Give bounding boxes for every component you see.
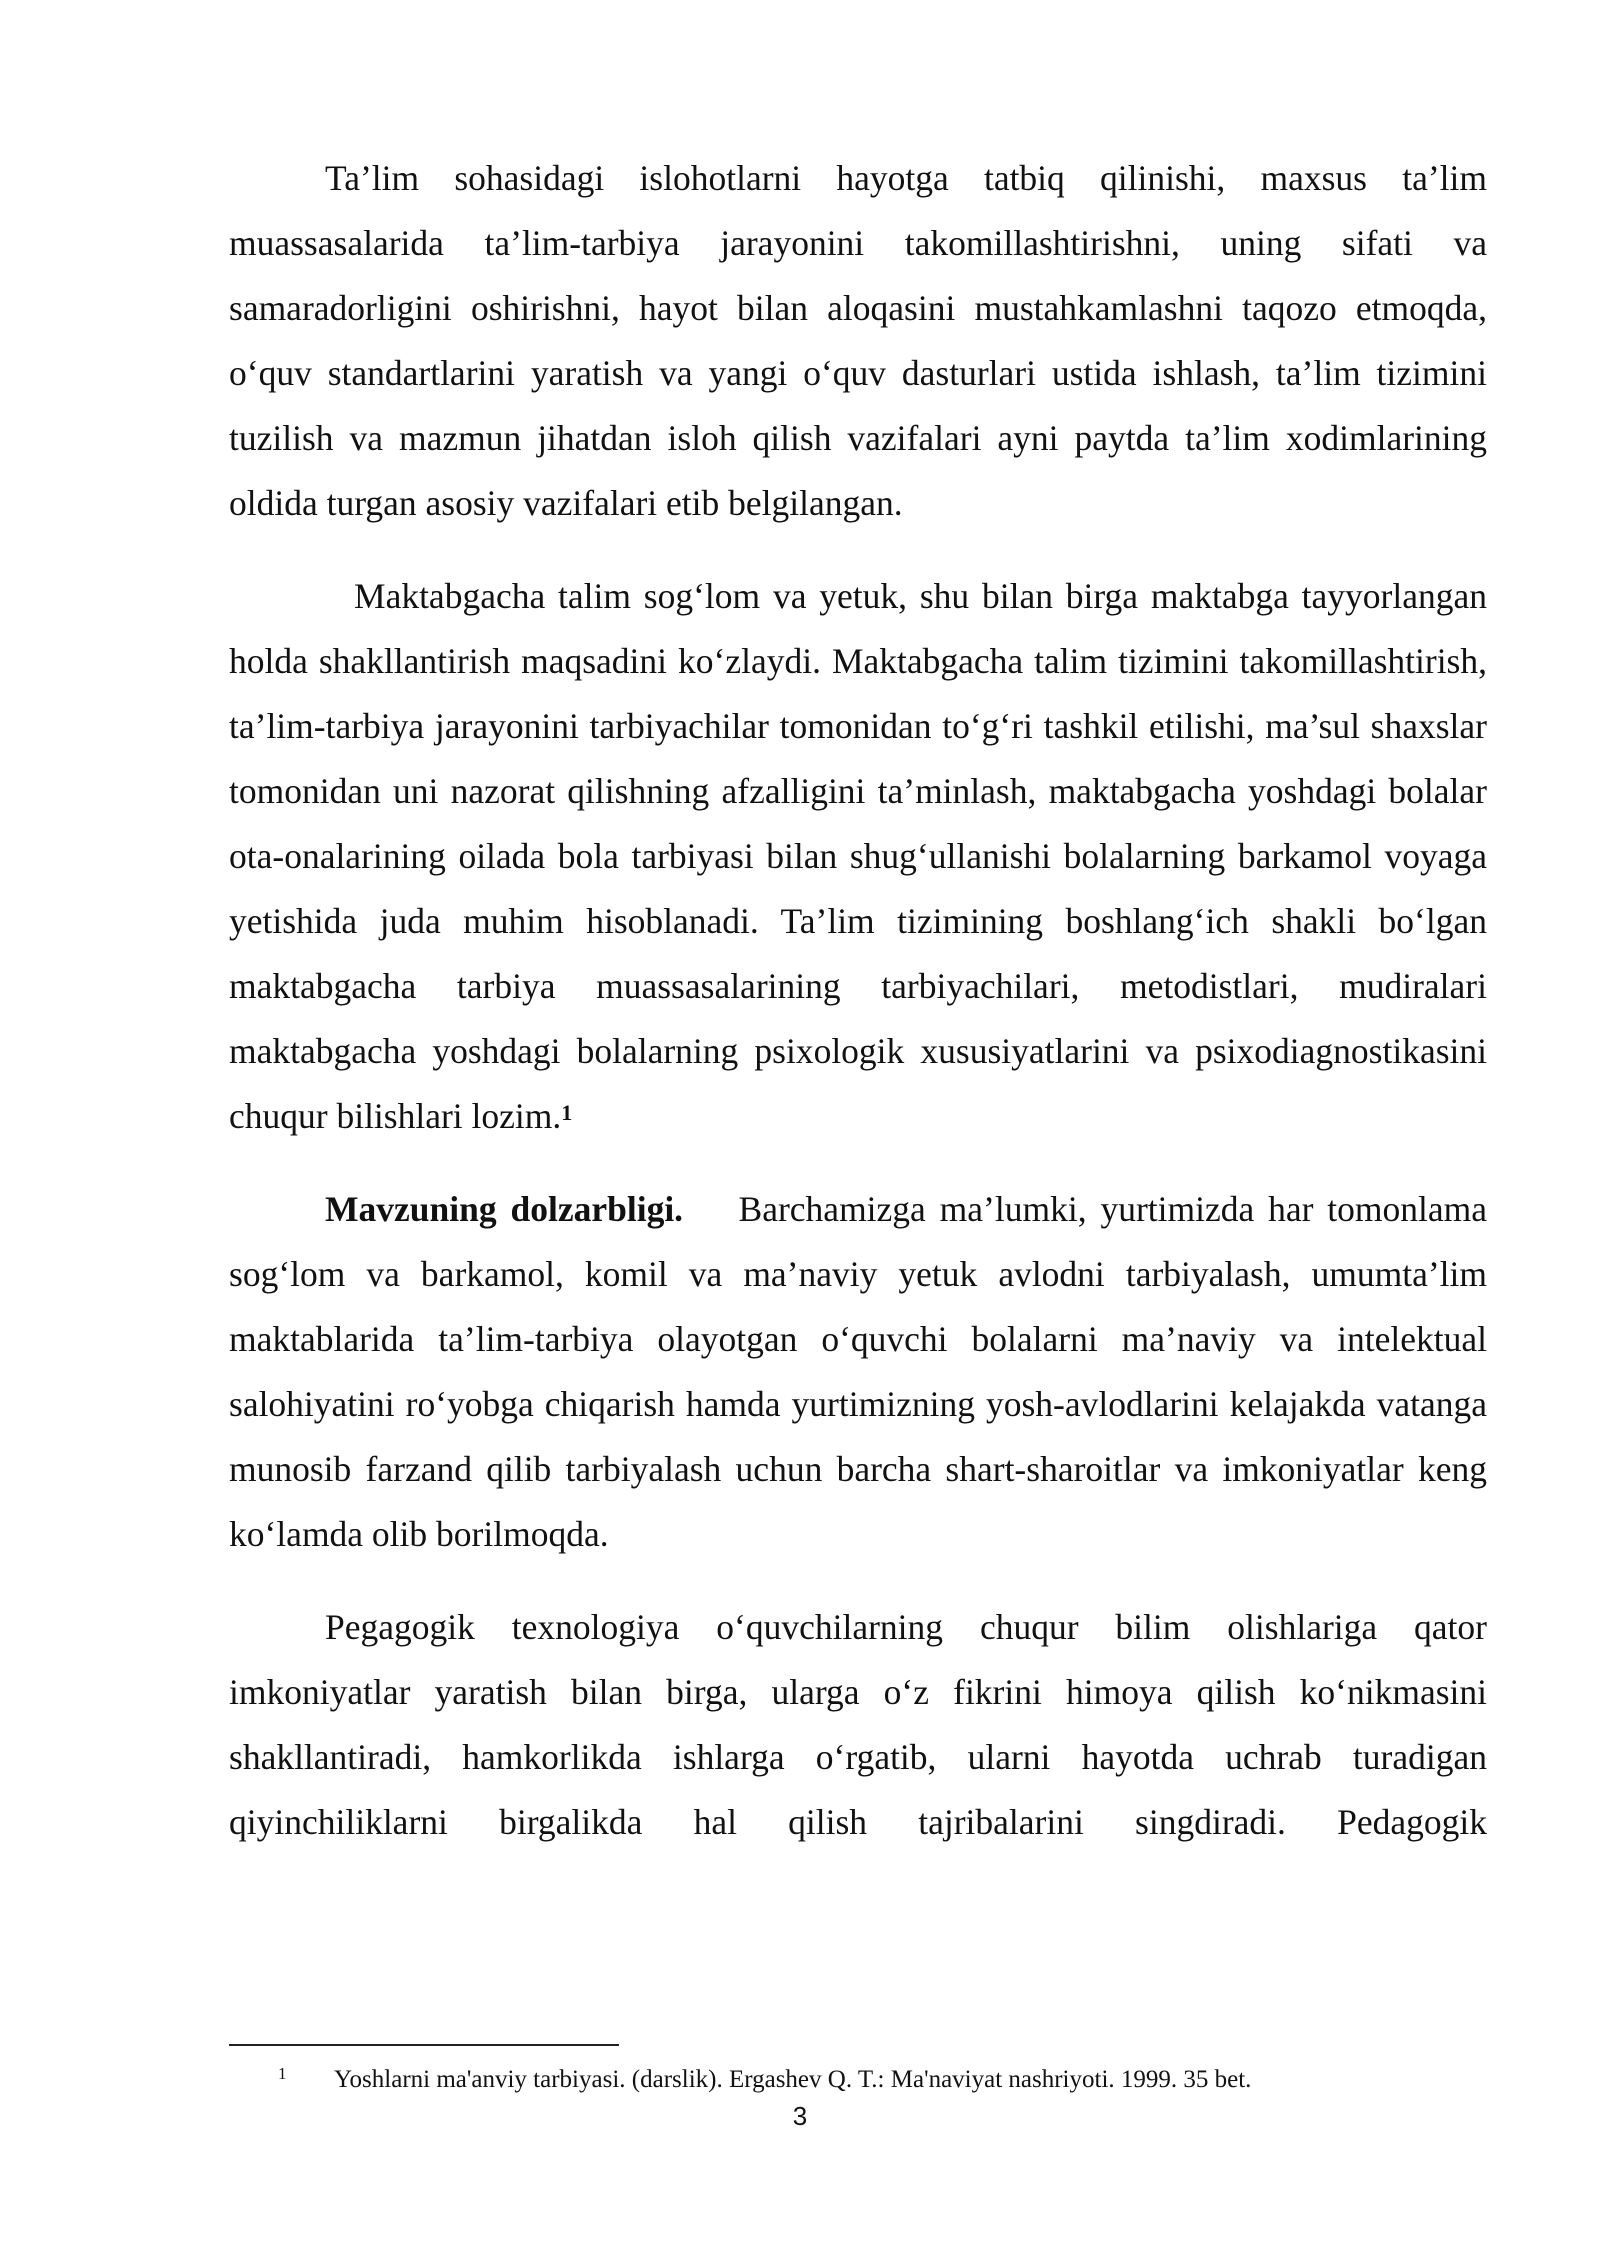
paragraph-4-text: Pegagogik texnologiya o‘quvchilarning chuqur bilim olishlariga qator imkoniyatlar yaratish bilan birga, ularga o‘z fikrini himoya qilish ko‘nikmasini shakllantiradi, hamkorlikda ishlarga o‘rgatib, ularni hayotda uchrab turadigan qiyinchiliklarni birgalikda hal qilish tajribalarini singdiradi. Pedagogik [229, 1607, 1487, 1842]
paragraph-3-text: Barchamizga ma’lumki, yurtimizda har tomonlama sog‘lom va barkamol, komil va ma’naviy yetuk avlodni tarbiyalash, umumta’lim maktablarida ta’lim-tarbiya olayotgan o‘quvchi bolalarni ma’naviy va intelektual salohiyatini ro‘yobga chiqarish hamda yurtimizning yosh-avlodlarini kelajakda vatanga munosib farzand qilib tarbiyalash uchun barcha shart-sharoitlar va imkoniyatlar keng ko‘lamda olib borilmoqda. [229, 1189, 1488, 1554]
paragraph-4 [229, 1595, 1487, 1855]
footnote-reference[interactable]: 1 [561, 1100, 573, 1125]
body-text [229, 146, 1487, 1855]
page-number: 3 [792, 2101, 808, 2131]
paragraph-1 [229, 146, 1487, 536]
footnote-number: 1 [278, 2064, 287, 2083]
footnote-text: Yoshlarni ma'anviy tarbiyasi. (darslik). Ergashev Q. T.: Ma'naviyat nashriyoti. 1999. 35 bet. [334, 2066, 1252, 2093]
footnote-separator [229, 2044, 619, 2046]
paragraph-2 [229, 564, 1487, 1149]
paragraph-1-text: Ta’lim sohasidagi islohotlarni hayotga tatbiq qilinishi, maxsus ta’lim muassasalarida ta’lim-tarbiya jarayonini takomillashtirishni, uning sifati va samaradorligini oshirishni, hayot bilan aloqasini mustahkamlashni taqozo etmoqda, o‘quv standartlarini yaratish va yangi o‘quv dasturlari ustida ishlash, ta’lim tizimini tuzilish va mazmun jihatdan isloh qilish vazifalari ayni paytda ta’lim xodimlarining oldida turgan asosiy vazifalari etib belgilangan. [229, 158, 1487, 523]
paragraph-2-text: Maktabgacha talim sog‘lom va yetuk, shu bilan birga maktabga tayyorlangan holda shakllantirish maqsadini ko‘zlaydi. Maktabgacha talim tizimini takomillashtirish, ta’lim-tarbiya jarayonini tarbiyachilar tomonidan to‘g‘ri tashkil etilishi, ma’sul shaxslar tomonidan uni nazorat qilishning afzalligini ta’minlash, maktabgacha yoshdagi bolalar ota-onalarining oilada bola tarbiyasi bilan shug‘ullanishi bolalarning barkamol voyaga yetishida juda muhim hisoblanadi. Ta’lim tizimining boshlang‘ich shakli bo‘lgan maktabgacha tarbiya muassasalarining tarbiyachilari, metodistlari, mudiralari maktabgacha yoshdagi bolalarning psixologik xususiyatlarini va psixodiagnostikasini chuqur bilishlari lozim. [229, 576, 1487, 1136]
paragraph-3 [229, 1177, 1487, 1567]
section-heading: Mavzuning dolzarbligi. [325, 1189, 684, 1229]
